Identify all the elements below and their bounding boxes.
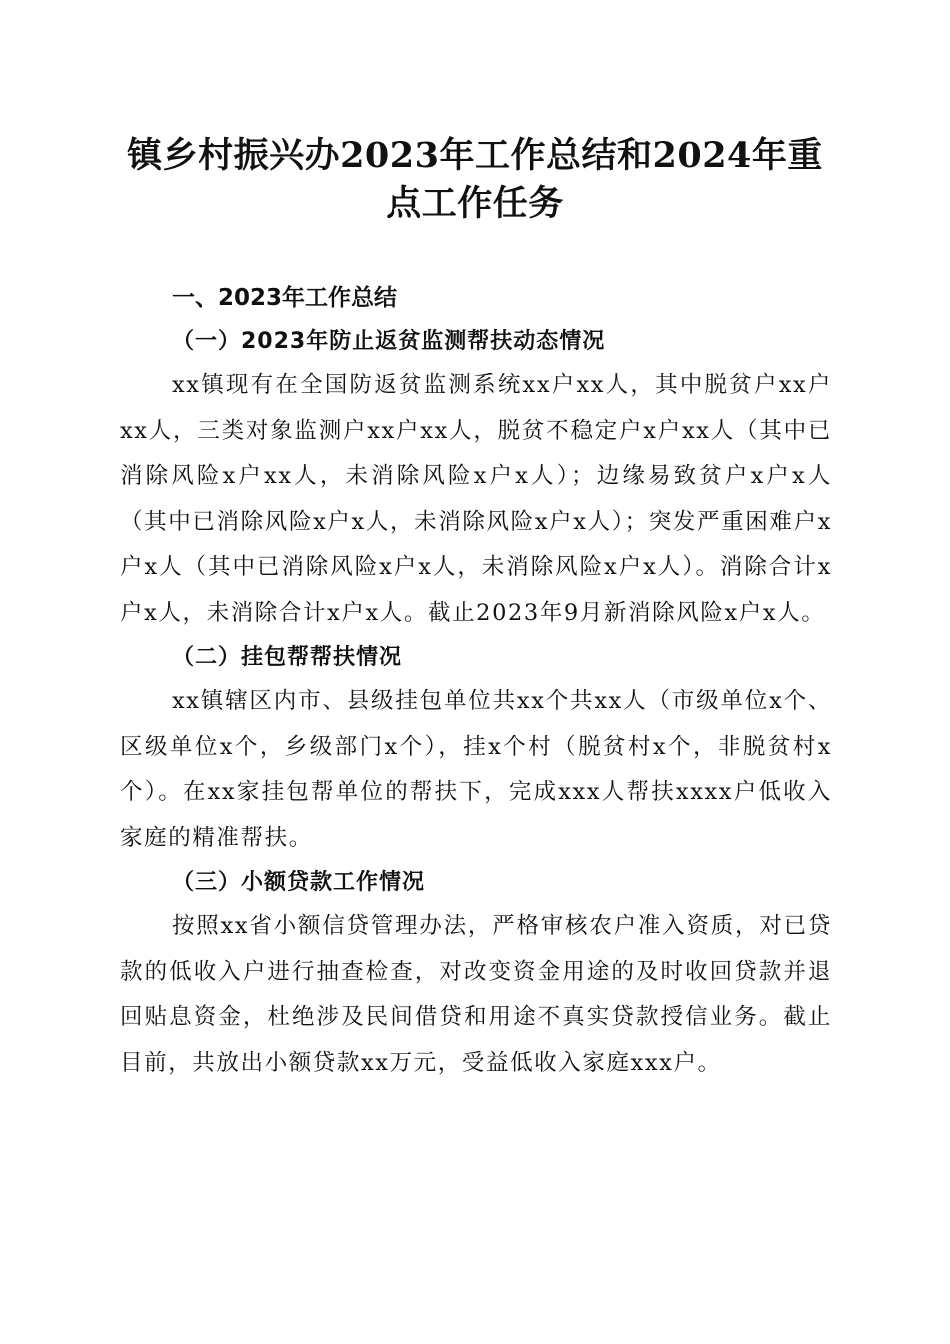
paragraph-monitoring: xx镇现有在全国防返贫监测系统xx户xx人，其中脱贫户xx户xx人，三类对象监测户xx户xx人，脱贫不稳定户x户xx人（其中已消除风险x户xx人，未消除风险x户x人）；边缘易致贫户x户x人（其中已消除风险x户x人，未消除风险x户x人）；突发严重困难户x户x人（其中已消除风险x户x人，未消除风险x户x人）。消除合计x户x人，未消除合计x户x人。截止2023年9月新消除风险x户x人。 [120, 372, 832, 626]
document-body [120, 277, 832, 1086]
paragraph-microloans: 按照xx省小额信贷管理办法，严格审核农户准入资质，对已贷款的低收入户进行抽查检查，对改变资金用途的及时收回贷款并退回贴息资金，杜绝涉及民间借贷和用途不真实贷款授信业务。截止目前，共放出小额贷款xx万元，受益低收入家庭xxx户。 [120, 913, 832, 1076]
subsection-heading-assistance: （二）挂包帮帮扶情况 [172, 645, 403, 670]
subsection-heading-monitoring: （一）2023年防止返贫监测帮扶动态情况 [172, 329, 606, 354]
document-title: 镇乡村振兴办2023年工作总结和2024年重点工作任务 [127, 135, 823, 224]
subsection-heading-microloans: （三）小额贷款工作情况 [172, 870, 426, 895]
section-heading-work-summary: 一、2023年工作总结 [172, 285, 398, 311]
paragraph-assistance: xx镇辖区内市、县级挂包单位共xx个共xx人（市级单位x个、区级单位x个，乡级部门x个），挂x个村（脱贫村x个，非脱贫村x个）。在xx家挂包帮单位的帮扶下，完成xxx人帮扶xxxx户低收入家庭的精准帮扶。 [120, 688, 832, 851]
